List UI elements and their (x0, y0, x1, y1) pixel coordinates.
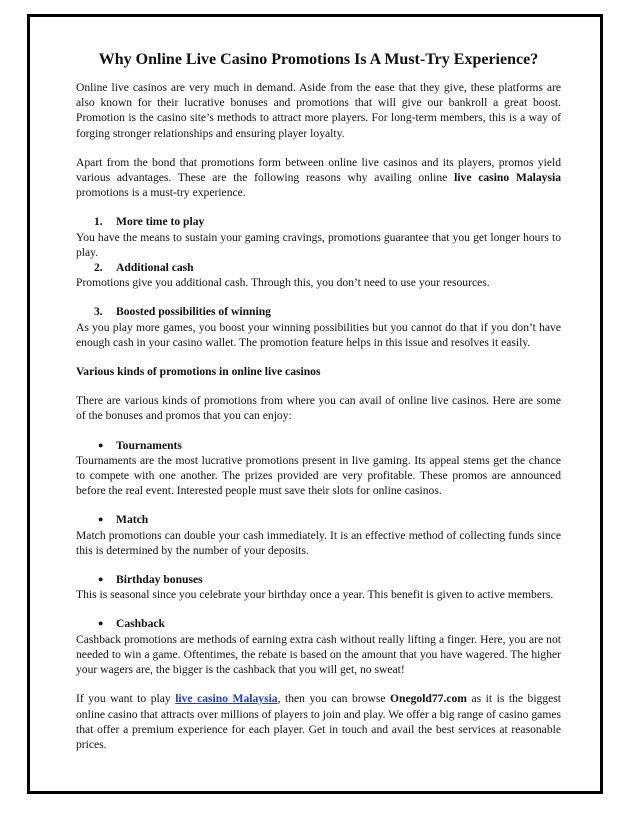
bullet-icon: ● (98, 514, 104, 525)
reason-title: More time to play (116, 215, 205, 229)
list-number: 2. (94, 261, 103, 275)
promo-text: Cashback promotions are methods of earning extra cash without really lifting a finger. Here, you are not needed to win a game. Oftentimes, the rebate is based on the amount that you have wagered. The higher your wagers are, the bigger is the cashback that you will get, no sweat! (76, 632, 561, 677)
reason-text: As you play more games, you boost your winning possibilities but you cannot do that if you don’t have enough cash in your casino wallet. The promotion feature helps in this issue and resolves it easily. (76, 320, 561, 349)
promo-title: Birthday bonuses (116, 573, 203, 587)
reason-heading (76, 260, 561, 275)
bullet-icon: ● (98, 574, 104, 585)
promo-heading (76, 512, 561, 527)
document-body (76, 50, 561, 752)
document-page (27, 14, 603, 794)
promo-title: Tournaments (116, 438, 182, 452)
promo-title: Cashback (116, 617, 165, 631)
page-title: Why Online Live Casino Promotions Is A Must-Try Experience? (98, 51, 539, 68)
reason-heading (76, 214, 561, 229)
reason-title: Boosted possibilities of winning (116, 305, 271, 319)
reason-text: You have the means to sustain your gaming cravings, promotions guarantee that you get longer hours to play. (76, 230, 561, 259)
closing-paragraph (76, 691, 561, 752)
bullet-icon: ● (98, 618, 104, 629)
closing-text: If you want to play (76, 692, 176, 706)
intro-text: Apart from the bond that promotions form between online live casinos and its players, promos yield various advantages. These are the following reasons why availing online (76, 155, 561, 185)
section-intro: There are various kinds of promotions from where you can avail of online live casinos. Here are some of the bonuses and promos that you can enjoy: (76, 394, 561, 423)
promo-heading (76, 572, 561, 587)
promo-heading (76, 616, 561, 631)
intro-paragraph: Online live casinos are very much in demand. Aside from the ease that they give, these platforms are also known for their lucrative bonuses and promotions that will give our bankroll a great boost. Promotion is the casino site’s methods to attract more players. For long-term members, this is a way of forging stronger relationships and ensuring player loyalty. (76, 81, 561, 140)
promo-title: Match (116, 513, 149, 527)
promo-text: This is seasonal since you celebrate your birthday once a year. This benefit is given to active members. (76, 588, 554, 602)
section-heading: Various kinds of promotions in online live casinos (76, 365, 321, 379)
promo-text: Match promotions can double your cash immediately. It is an effective method of collecting funds since this is determined by the number of your deposits. (76, 528, 561, 557)
closing-text: as it is the biggest online casino that attracts over millions of players to join and play. We offer a big range of casino games that offer a premium experience for each player. Get in touch and avail the best services at reasonable prices. (76, 692, 562, 751)
intro-paragraph-2 (76, 155, 561, 201)
reason-title: Additional cash (116, 261, 194, 275)
reason-heading (76, 304, 561, 319)
bullet-icon: ● (98, 439, 104, 450)
closing-text: , then you can browse (277, 692, 390, 706)
promo-text: Tournaments are the most lucrative promotions present in live gaming. Its appeal stems get the chance to compete with one another. The prizes provided are very profitable. These promos are announced before the real event. Interested people must save their slots for online casinos. (76, 453, 561, 498)
intro-text: promotions is a must-try experience. (76, 186, 246, 200)
brand-name: Onegold77.com (390, 692, 467, 706)
live-casino-malaysia-link[interactable]: live casino Malaysia (175, 692, 278, 706)
reason-text: Promotions give you additional cash. Through this, you don’t need to use your resources. (76, 276, 490, 290)
keyword-live-casino-malaysia: live casino Malaysia (454, 171, 562, 185)
list-number: 3. (94, 305, 103, 319)
promo-heading (76, 438, 561, 453)
list-number: 1. (94, 215, 103, 229)
